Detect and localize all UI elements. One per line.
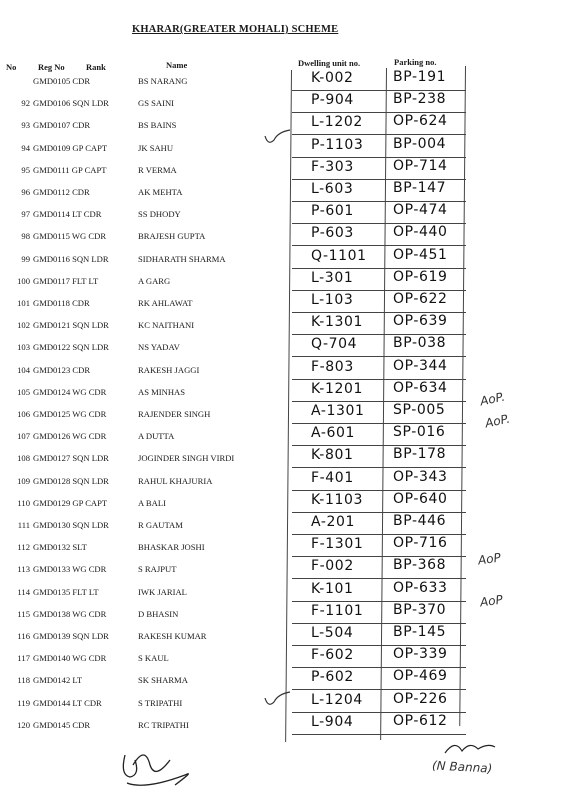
table-row [0, 714, 582, 736]
signature-left-icon [115, 735, 205, 795]
row-parking-number: BP-370 [393, 601, 447, 618]
row-dwelling-unit: A-201 [311, 514, 356, 530]
row-parking-number: BP-446 [393, 513, 447, 529]
row-name: S RAJPUT [138, 564, 177, 575]
signature-name: (N Banna) [431, 758, 493, 776]
row-registration: GMD0112 CDR [33, 187, 90, 197]
row-parking-number: BP-238 [393, 91, 447, 108]
header-sno: No [6, 62, 17, 72]
row-parking-number: SP-016 [393, 424, 446, 441]
row-registration: GMD0115 WG CDR [33, 231, 107, 242]
row-name: SIDHARATH SHARMA [138, 253, 226, 264]
row-registration: GMD0127 SQN LDR [33, 453, 109, 464]
row-dwelling-unit: L-1204 [311, 691, 363, 708]
row-dwelling-unit: F-303 [311, 158, 354, 175]
row-dwelling-unit: L-1202 [311, 114, 363, 131]
row-serial-number: 106 [17, 409, 30, 419]
row-serial-number: 108 [17, 453, 30, 464]
row-serial-number: 97 [21, 209, 30, 220]
row-dwelling-unit: L-103 [311, 292, 354, 308]
annotation-aop-4: AoP [479, 592, 504, 610]
row-name: KC NAITHANI [138, 320, 195, 331]
row-dwelling-unit: F-1101 [311, 602, 364, 619]
row-name: A DUTTA [138, 431, 175, 442]
row-name: JK SAHU [138, 142, 174, 153]
row-serial-number: 93 [21, 120, 30, 131]
table-row [0, 92, 582, 114]
table-row [0, 203, 582, 225]
row-name: AS MINHAS [138, 386, 186, 397]
row-name: BHASKAR JOSHI [138, 542, 205, 553]
table-row [0, 225, 582, 247]
row-parking-number: OP-339 [393, 646, 448, 663]
row-registration: GMD0107 CDR [33, 120, 91, 131]
row-dwelling-unit: L-504 [311, 625, 354, 641]
row-dwelling-unit: Q-1101 [311, 247, 367, 264]
row-parking-number: OP-714 [393, 157, 448, 174]
row-registration: GMD0105 CDR [33, 76, 91, 86]
row-parking-number: OP-226 [393, 690, 448, 707]
row-parking-number: BP-368 [393, 557, 447, 574]
row-parking-number: OP-716 [393, 535, 448, 552]
row-dwelling-unit: P-904 [311, 92, 354, 109]
row-registration: GMD0139 SQN LDR [33, 631, 109, 641]
header-name: Name [166, 60, 188, 70]
row-name: R VERMA [138, 164, 177, 175]
row-name: S KAUL [138, 653, 169, 664]
row-registration: GMD0126 WG CDR [33, 431, 107, 442]
row-serial-number: 102 [17, 320, 30, 331]
row-dwelling-unit: P-1103 [311, 136, 364, 153]
row-serial-number: 109 [17, 475, 30, 486]
table-row [0, 70, 582, 92]
row-parking-number: OP-612 [393, 712, 448, 729]
row-name: D BHASIN [138, 608, 179, 619]
row-parking-number: OP-634 [393, 379, 448, 396]
row-serial-number: 99 [21, 253, 30, 264]
row-serial-number: 120 [17, 719, 30, 730]
check-mark-icon [262, 124, 292, 148]
row-serial-number: 94 [21, 142, 30, 153]
row-registration: GMD0144 LT CDR [33, 697, 102, 708]
row-serial-number: 96 [21, 187, 30, 197]
row-name: NS YADAV [138, 342, 180, 353]
row-parking-number: BP-191 [393, 69, 447, 85]
row-parking-number: BP-145 [393, 624, 447, 640]
row-registration: GMD0132 SLT [33, 542, 87, 553]
row-parking-number: OP-343 [393, 468, 448, 485]
row-serial-number: 107 [17, 431, 30, 442]
row-serial-number: 112 [17, 542, 30, 553]
row-dwelling-unit: L-301 [311, 269, 354, 286]
check-mark-icon [262, 686, 292, 710]
row-dwelling-unit: K-002 [311, 70, 354, 86]
row-name: BS NARANG [138, 76, 188, 86]
row-dwelling-unit: K-1301 [311, 314, 363, 331]
row-dwelling-unit: K-1201 [311, 380, 363, 397]
row-registration: GMD0121 SQN LDR [33, 320, 109, 331]
row-serial-number: 100 [17, 275, 30, 286]
table-row [0, 625, 582, 647]
table-row [0, 314, 582, 336]
row-registration: GMD0111 GP CAPT [33, 164, 107, 175]
row-registration: GMD0125 WG CDR [33, 409, 107, 419]
row-dwelling-unit: A-601 [311, 425, 356, 442]
signature-right-icon [440, 735, 500, 760]
row-dwelling-unit: L-603 [311, 181, 354, 197]
table-row [0, 336, 582, 358]
row-dwelling-unit: Q-704 [311, 336, 358, 353]
row-serial-number: 104 [17, 364, 30, 375]
row-registration: GMD0133 WG CDR [33, 564, 107, 575]
row-name: JOGINDER SINGH VIRDI [138, 453, 235, 464]
table-row [0, 292, 582, 314]
row-name: RC TRIPATHI [138, 719, 189, 730]
row-parking-number: OP-622 [393, 291, 448, 307]
table-row [0, 181, 582, 203]
table-row [0, 447, 582, 469]
row-parking-number: BP-178 [393, 446, 447, 463]
row-registration: GMD0129 GP CAPT [33, 497, 108, 508]
row-name: SK SHARMA [138, 675, 188, 686]
row-serial-number: 118 [17, 675, 30, 686]
row-parking-number: OP-624 [393, 113, 448, 130]
row-name: BS BAINS [138, 120, 177, 131]
row-dwelling-unit: A-1301 [311, 403, 365, 419]
row-registration: GMD0122 SQN LDR [33, 342, 109, 353]
row-registration: GMD0106 SQN LDR [33, 98, 109, 109]
row-dwelling-unit: P-601 [311, 203, 354, 220]
row-registration: GMD0130 SQN LDR [33, 520, 109, 530]
row-dwelling-unit: F-401 [311, 469, 354, 486]
row-registration: GMD0114 LT CDR [33, 209, 102, 220]
row-serial-number: 113 [17, 564, 30, 575]
row-registration: GMD0142 LT [33, 675, 83, 686]
row-serial-number: 116 [17, 631, 30, 641]
row-dwelling-unit: L-904 [311, 713, 354, 730]
table-row [0, 359, 582, 381]
row-name: BRAJESH GUPTA [138, 231, 206, 242]
row-parking-number: OP-639 [393, 313, 448, 330]
row-dwelling-unit: P-603 [311, 225, 354, 242]
row-parking-number: OP-619 [393, 268, 448, 285]
table-row [0, 248, 582, 270]
annotation-aop-1: AoP. [478, 389, 507, 409]
row-parking-number: OP-344 [393, 357, 448, 374]
row-name: SS DHODY [138, 209, 181, 220]
annotation-aop-3: AoP [477, 550, 502, 568]
table-row [0, 270, 582, 292]
row-name: A GARG [138, 275, 171, 286]
row-registration: GMD0135 FLT LT [33, 586, 99, 597]
row-registration: GMD0123 CDR [33, 364, 91, 375]
row-serial-number: 111 [17, 520, 30, 530]
row-dwelling-unit: K-101 [311, 580, 354, 597]
row-name: GS SAINI [138, 98, 175, 109]
page-title: KHARAR(GREATER MOHALI) SCHEME [132, 24, 339, 35]
header-reg-no: Reg No [38, 62, 65, 72]
row-parking-number: OP-640 [393, 490, 448, 507]
row-name: AK MEHTA [138, 187, 183, 197]
header-dwelling: Dwelling unit no. [298, 58, 361, 68]
row-registration: GMD0124 WG CDR [33, 386, 107, 397]
row-dwelling-unit: K-801 [311, 447, 354, 464]
row-serial-number: 114 [17, 586, 30, 597]
row-dwelling-unit: F-803 [311, 358, 354, 375]
row-registration: GMD0140 WG CDR [33, 653, 107, 664]
row-registration: GMD0118 CDR [33, 298, 90, 308]
table-row [0, 492, 582, 514]
row-name: R GAUTAM [138, 520, 183, 530]
table-row [0, 470, 582, 492]
row-parking-number: BP-004 [393, 135, 447, 152]
row-serial-number: 95 [21, 164, 30, 175]
row-parking-number: BP-038 [393, 335, 447, 352]
row-serial-number: 92 [21, 98, 30, 109]
row-parking-number: OP-474 [393, 202, 448, 219]
table-row [0, 647, 582, 669]
row-name: IWK JARIAL [138, 586, 187, 597]
row-dwelling-unit: F-602 [311, 647, 354, 664]
row-serial-number: 119 [17, 697, 30, 708]
row-dwelling-unit: K-1103 [311, 491, 363, 508]
row-registration: GMD0109 GP CAPT [33, 142, 108, 153]
row-dwelling-unit: P-602 [311, 669, 354, 686]
row-serial-number: 98 [21, 231, 30, 242]
row-parking-number: BP-147 [393, 180, 447, 196]
row-parking-number: OP-440 [393, 224, 448, 241]
row-parking-number: SP-005 [393, 402, 446, 418]
row-serial-number: 105 [17, 386, 30, 397]
row-dwelling-unit: F-002 [311, 558, 354, 575]
row-parking-number: OP-451 [393, 246, 448, 263]
row-registration: GMD0117 FLT LT [33, 275, 99, 286]
row-registration: GMD0138 WG CDR [33, 608, 107, 619]
row-name: RAKESH KUMAR [138, 631, 207, 641]
row-name: RAHUL KHAJURIA [138, 475, 213, 486]
row-name: S TRIPATHI [138, 697, 183, 708]
header-rank: Rank [86, 62, 106, 72]
row-registration: GMD0128 SQN LDR [33, 475, 109, 486]
row-name: A BALI [138, 497, 166, 508]
row-serial-number: 115 [17, 608, 30, 619]
row-serial-number: 117 [17, 653, 30, 664]
annotation-aop-2: AoP. [483, 411, 512, 431]
row-dwelling-unit: F-1301 [311, 536, 364, 553]
row-registration: GMD0145 CDR [33, 719, 91, 730]
row-parking-number: OP-633 [393, 579, 448, 596]
row-serial-number: 103 [17, 342, 30, 353]
table-row [0, 514, 582, 536]
row-registration: GMD0116 SQN LDR [33, 253, 109, 264]
row-name: RK AHLAWAT [138, 298, 193, 308]
row-parking-number: OP-469 [393, 668, 448, 685]
row-serial-number: 101 [17, 298, 30, 308]
table-row [0, 159, 582, 181]
row-name: RAJENDER SINGH [138, 409, 211, 419]
row-name: RAKESH JAGGI [138, 364, 200, 375]
header-parking: Parking no. [394, 57, 437, 67]
row-serial-number: 110 [17, 497, 30, 508]
